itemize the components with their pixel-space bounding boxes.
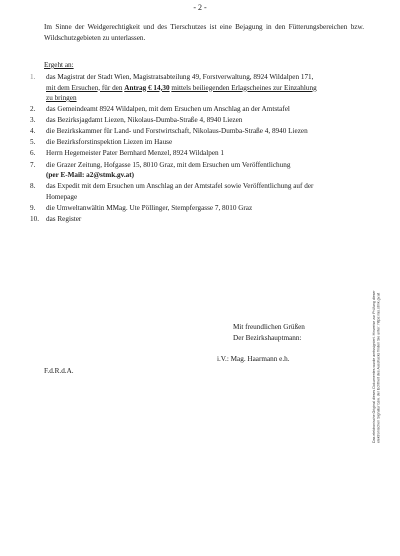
list-item (30, 214, 370, 225)
closing-title: Der Bezirkshauptmann: (233, 333, 302, 342)
list-item-number: 4. (30, 127, 36, 136)
closing-greeting: Mit freundlichen Grüßen (233, 323, 305, 331)
list-item-number: 2. (30, 105, 36, 114)
list-item (30, 126, 370, 137)
list-item (30, 148, 370, 159)
list-item-number: 7. (30, 160, 36, 169)
page-number: - 2 - (193, 3, 207, 12)
list-item (30, 181, 370, 202)
recipient-list (30, 72, 370, 225)
list-item (30, 115, 370, 126)
intro-paragraph: Im Sinne der Weidgerechtigkeit und des Tierschutzes ist eine Bejagung in den Fütterungsbereichen bzw. Wildschutzgebieten zu unterlassen. (44, 23, 364, 42)
fee-amount: Antrag € 14,30 (124, 83, 170, 92)
list-item-number: 5. (30, 138, 36, 147)
recipient-text: die Bezirkskammer für Land- und Forstwirtschaft, Nikolaus-Dumba-Straße 4, 8940 Liezen (46, 127, 308, 136)
list-item-number: 3. (30, 116, 36, 125)
recipient-text: das Bezirksjagdamt Liezen, Nikolaus-Dumba-Straße 4, 8940 Liezen (46, 116, 243, 125)
list-item (30, 72, 370, 104)
list-item (30, 160, 370, 181)
list-item (30, 203, 370, 214)
list-item-number: 10. (30, 214, 39, 223)
recipient-text: die Umweltanwältin MMag. Ute Pöllinger, Stempfergasse 7, 8010 Graz (46, 203, 253, 212)
recipient-text: Herrn Hegemeister Pater Bernhard Menzel, 8924 Wildalpen 1 (46, 149, 225, 158)
recipient-text: das Magistrat der Stadt Wien, Magistratsabteilung 49, Forstverwaltung, 8924 Wildalpen 171, (46, 73, 314, 81)
list-item-number: 6. (30, 149, 36, 158)
list-item (30, 104, 370, 115)
email-address: (per E-Mail: a2@stmk.gv.at) (46, 171, 135, 180)
list-item-number: 8. (30, 182, 36, 191)
list-item-number: 9. (30, 203, 36, 212)
distribution-heading: Ergeht an: (44, 61, 74, 69)
payment-request: mit dem Ersuchen, für den (46, 83, 123, 92)
payment-request-end: zu bringen (46, 94, 77, 102)
recipient-text: das Gemeindeamt 8924 Wildalpen, mit dem Ersuchen um Anschlag an der Amtstafel (46, 105, 290, 114)
certification-mark: F.d.R.d.A. (44, 367, 74, 375)
signature-verification-note: Das elektronische Original dieses Dokumentes wurde amtssigniert. Hinweise zur Prüfung dieser elektronischen Signatur bzw. der Echtheit des Ausdrucks finden Sie unter: https://as.stmk.gv.at (372, 290, 381, 443)
list-item-number: 1. (30, 73, 36, 81)
payment-request-rest: mittels beiliegenden Erlagscheines zur Einzahlung (171, 83, 317, 92)
list-item (30, 137, 370, 148)
recipient-text: das Expedit mit dem Ersuchen um Anschlag an der Amtstafel sowie Veröffentlichung auf der (46, 182, 314, 191)
recipient-text: das Register (46, 214, 82, 223)
recipient-text-cont: Homepage (46, 192, 78, 201)
closing-block (233, 322, 305, 343)
recipient-text: die Grazer Zeitung, Hofgasse 15, 8010 Graz, mit dem Ersuchen um Veröffentlichung (46, 160, 291, 169)
signature-line: i.V.: Mag. Haarmann e.h. (217, 355, 290, 363)
recipient-text: die Bezirksforstinspektion Liezen im Hause (46, 138, 173, 147)
